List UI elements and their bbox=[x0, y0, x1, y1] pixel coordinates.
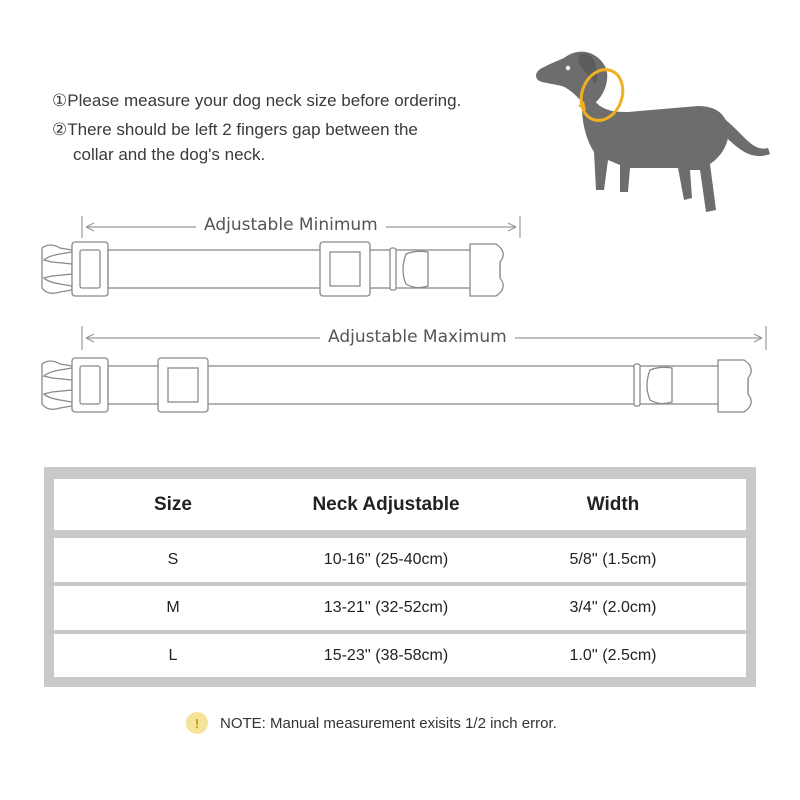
neck-cell: 10-16'' (25-40cm) bbox=[323, 551, 449, 568]
adjustable-maximum-label: Adjustable Maximum bbox=[320, 327, 515, 347]
width-cell: 3/4'' (2.0cm) bbox=[569, 599, 657, 616]
instruction-1: ①Please measure your dog neck size before ordering. bbox=[52, 91, 462, 110]
table-row bbox=[54, 538, 746, 582]
width-cell: 1.0'' (2.5cm) bbox=[569, 646, 657, 664]
header-size: Size bbox=[153, 493, 193, 515]
header-width: Width bbox=[586, 493, 640, 515]
size-table bbox=[44, 467, 756, 687]
size-cell: M bbox=[166, 599, 180, 616]
table-row bbox=[54, 634, 746, 677]
instruction-2-continued: collar and the dog's neck. bbox=[73, 145, 266, 164]
instruction-2: ②There should be left 2 fingers gap between the bbox=[52, 120, 418, 139]
table-header-row bbox=[54, 479, 746, 530]
neck-cell: 15-23'' (38-58cm) bbox=[323, 646, 449, 664]
size-cell: S bbox=[167, 551, 179, 568]
dog-eye-icon bbox=[566, 66, 570, 70]
dog-illustration bbox=[520, 40, 790, 220]
measurement-note bbox=[186, 712, 557, 734]
table-row bbox=[54, 586, 746, 630]
neck-cell: 13-21'' (32-52cm) bbox=[323, 599, 449, 616]
warning-icon: ! bbox=[186, 712, 208, 734]
size-cell: L bbox=[168, 646, 178, 664]
width-cell: 5/8'' (1.5cm) bbox=[569, 551, 657, 568]
note-text: NOTE: Manual measurement exisits 1/2 inch error. bbox=[220, 714, 557, 732]
adjustable-minimum-label: Adjustable Minimum bbox=[196, 215, 386, 235]
header-neck-adjustable: Neck Adjustable bbox=[312, 493, 460, 515]
